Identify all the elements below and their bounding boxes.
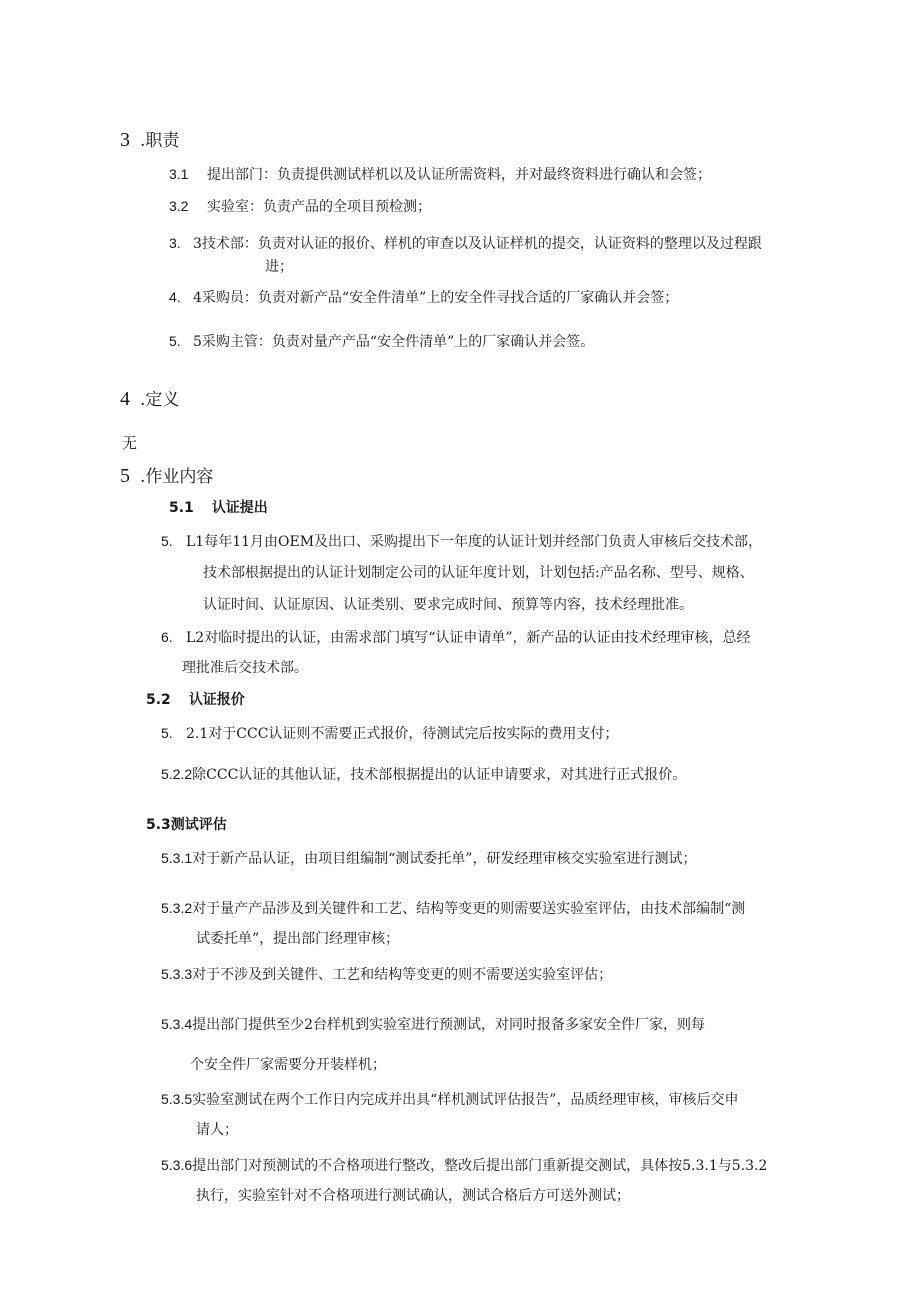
section-title: .定义 bbox=[140, 390, 180, 410]
section-4-heading bbox=[120, 387, 179, 412]
paragraph-number: 5.3.3 bbox=[161, 966, 193, 982]
paragraph-5-2-2 bbox=[161, 764, 686, 785]
item-text: 提出部门：负责提供测试样机以及认证所需资料，并对最终资料进行确认和会签； bbox=[207, 167, 711, 183]
paragraph-number: 5.3.1 bbox=[161, 850, 193, 866]
item-number: 5. bbox=[169, 333, 181, 349]
item-number: 3. bbox=[169, 235, 181, 251]
paragraph-line: 对于不涉及到关键件、工艺和结构等变更的则不需要送实验室评估； bbox=[192, 967, 613, 983]
section-number: 5 bbox=[120, 465, 130, 487]
duty-item bbox=[169, 331, 594, 352]
paragraph-5-2-1 bbox=[161, 723, 618, 744]
paragraph-number: 6. bbox=[161, 629, 173, 645]
item-number: 3.2 bbox=[169, 198, 189, 214]
paragraph-line: 理批准后交技术部。 bbox=[182, 660, 308, 676]
subsection-5-2-heading bbox=[146, 690, 245, 710]
paragraph-5-3-3 bbox=[161, 964, 612, 985]
paragraph-text: 除CCC认证的其他认证，技术部根据提出的认证申请要求，对其进行正式报价。 bbox=[192, 767, 687, 783]
item-text: 实验室：负责产品的全项目预检测； bbox=[207, 199, 431, 215]
item-text: 4采购员：负责对新产品“安全件清单”上的安全件寻找合适的厂家确认并会签； bbox=[193, 290, 679, 306]
paragraph-number: 5.3.2 bbox=[161, 900, 193, 916]
paragraph-line: 执行，实验室针对不合格项进行测试确认，测试合格后方可送外测试； bbox=[196, 1188, 630, 1204]
item-text: 5采购主管：负责对量产产品“安全件清单”上的厂家确认并会签。 bbox=[193, 334, 595, 350]
item-text-continuation: 进； bbox=[265, 259, 293, 275]
subsection-title: 认证报价 bbox=[188, 692, 245, 708]
subsection-title: 认证提出 bbox=[211, 500, 268, 516]
paragraph-line: 试委托单”，提出部门经理审核； bbox=[196, 931, 400, 947]
paragraph-5-3-6 bbox=[161, 1155, 767, 1176]
paragraph-5-3-4 bbox=[161, 1014, 705, 1035]
paragraph-number: 5.3.5 bbox=[161, 1091, 193, 1107]
section-3-heading bbox=[120, 128, 179, 153]
duty-item bbox=[169, 164, 711, 185]
duty-item bbox=[169, 287, 678, 308]
paragraph-line: 个安全件厂家需要分开装样机； bbox=[190, 1057, 386, 1073]
paragraph-line: 提出部门对预测试的不合格项进行整改，整改后提出部门重新提交测试，具体按5.3.1与5.3.2 bbox=[192, 1158, 768, 1174]
item-text: 3技术部：负责对认证的报价、样机的审查以及认证样机的提交，认证资料的整理以及过程跟 bbox=[193, 236, 762, 252]
paragraph-number: 5.2.2 bbox=[161, 766, 193, 782]
subsection-5-3-heading: 5.3测试评估 bbox=[146, 817, 227, 833]
paragraph-5-1-1 bbox=[161, 531, 762, 552]
paragraph-5-3-2 bbox=[161, 898, 745, 919]
item-number: 3.1 bbox=[169, 166, 189, 182]
subsection-number: 5.1 bbox=[169, 500, 194, 516]
section-number: 3 bbox=[120, 129, 130, 151]
item-number: 4. bbox=[169, 289, 181, 305]
paragraph-number: 5. bbox=[161, 533, 173, 549]
section-5-heading bbox=[120, 464, 213, 489]
duty-item bbox=[169, 196, 431, 217]
subsection-number: 5.2 bbox=[146, 692, 171, 708]
paragraph-5-3-1 bbox=[161, 848, 696, 869]
paragraph-line: 实验室测试在两个工作日内完成并出具“样机测试评估报告”，品质经理审核，审核后交申 bbox=[192, 1092, 739, 1108]
paragraph-line: 对于量产产品涉及到关键件和工艺、结构等变更的则需要送实验室评估，由技术部编制“测 bbox=[192, 901, 746, 917]
paragraph-number: 5. bbox=[161, 725, 173, 741]
paragraph-line: 请人； bbox=[196, 1122, 238, 1138]
paragraph-number: 5.3.4 bbox=[161, 1016, 193, 1032]
section-number: 4 bbox=[120, 388, 130, 410]
paragraph-line: L2对临时提出的认证，由需求部门填写“认证申请单”，新产品的认证由技术经理审核，总经 bbox=[186, 630, 751, 646]
section-title: .职责 bbox=[140, 131, 180, 151]
paragraph-line: 认证时间、认证原因、认证类别、要求完成时间、预算等内容，技术经理批准。 bbox=[203, 597, 693, 613]
paragraph-5-1-2 bbox=[161, 627, 751, 648]
paragraph-text: 2.1对于CCC认证则不需要正式报价，待测试完后按实际的费用支付； bbox=[186, 726, 619, 742]
paragraph-line: 技术部根据提出的认证计划制定公司的认证年度计划，计划包括:产品名称、型号、规格、 bbox=[203, 565, 754, 581]
duty-item bbox=[169, 233, 762, 254]
section-title: .作业内容 bbox=[140, 467, 214, 487]
paragraph-line: L1每年11月由OEM及出口、采购提出下一年度的认证计划并经部门负责人审核后交技术部， bbox=[186, 534, 763, 550]
paragraph-number: 5.3.6 bbox=[161, 1157, 193, 1173]
section-4-body: 无 bbox=[122, 434, 138, 452]
paragraph-line: 对于新产品认证，由项目组编制“测试委托单”，研发经理审核交实验室进行测试； bbox=[192, 851, 697, 867]
paragraph-5-3-5 bbox=[161, 1089, 738, 1110]
subsection-5-1-heading bbox=[169, 498, 268, 518]
paragraph-line: 提出部门提供至少2台样机到实验室进行预测试，对同时报备多家安全件厂家，则每 bbox=[192, 1017, 706, 1033]
